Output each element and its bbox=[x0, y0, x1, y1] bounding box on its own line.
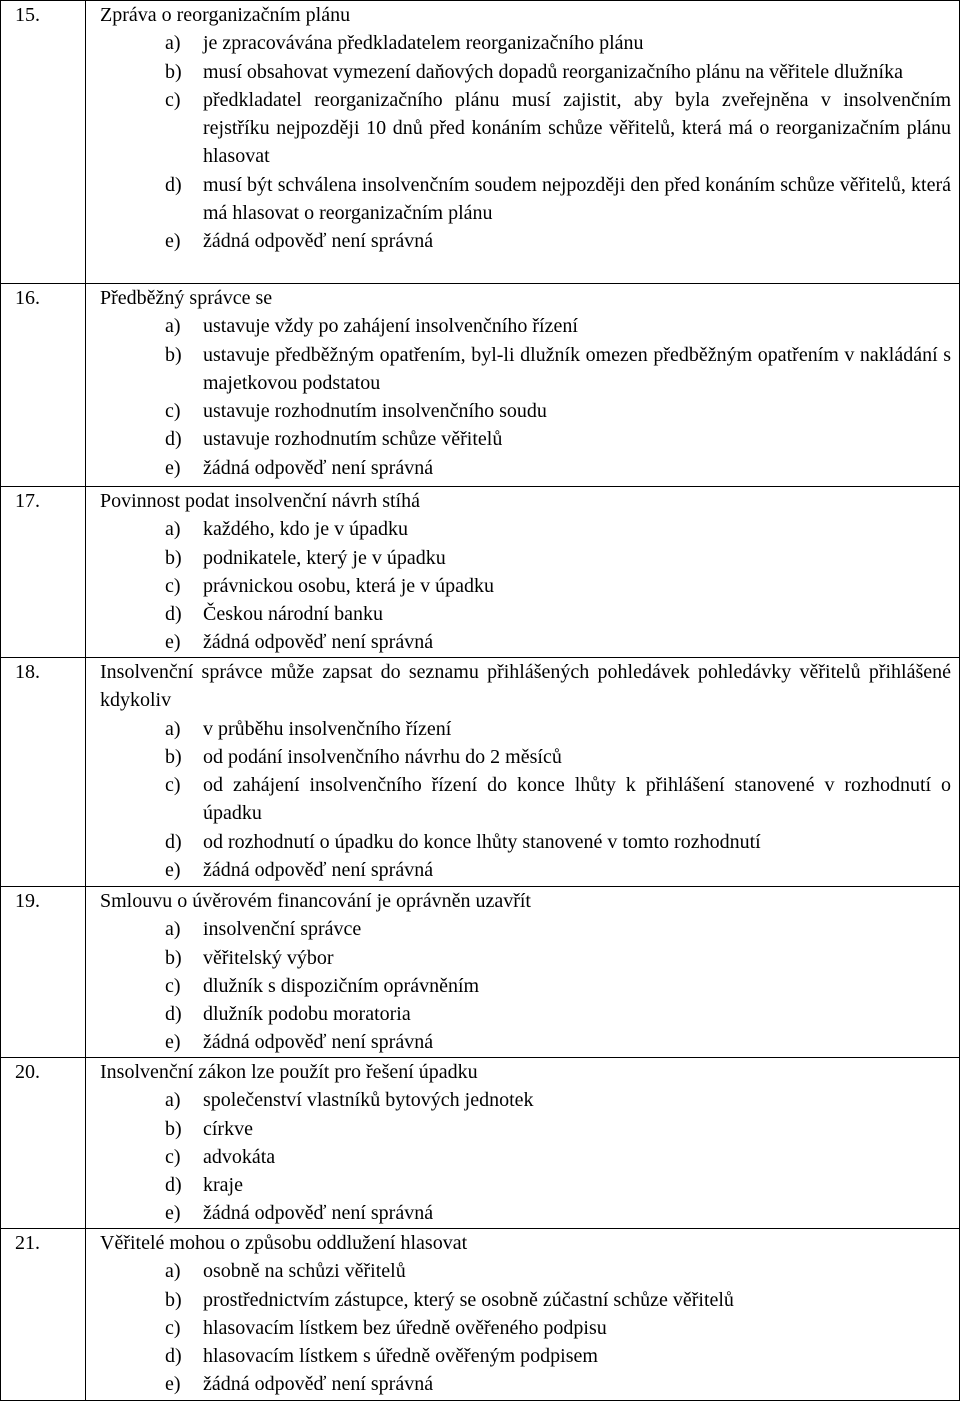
answer-option bbox=[165, 454, 951, 482]
option-text: dlužník podobu moratoria bbox=[203, 1003, 411, 1026]
option-text: žádná odpověď není správná bbox=[203, 456, 434, 479]
answer-option bbox=[165, 171, 951, 228]
option-label: c) bbox=[165, 774, 181, 797]
question-row bbox=[1, 1058, 960, 1229]
option-label: a) bbox=[165, 315, 181, 338]
option-label: e) bbox=[165, 230, 181, 253]
answer-option bbox=[165, 1370, 951, 1398]
option-label: a) bbox=[165, 918, 181, 941]
question-text: Povinnost podat insolvenční návrh stíhá bbox=[100, 490, 420, 512]
answer-option bbox=[165, 856, 951, 884]
option-text: hlasovacím lístkem s úředně ověřeným podpisem bbox=[203, 1345, 598, 1368]
option-text: věřitelský výbor bbox=[203, 946, 334, 969]
answer-option bbox=[165, 1199, 951, 1227]
option-text: žádná odpověď není správná bbox=[203, 1373, 434, 1396]
answer-option bbox=[165, 1143, 951, 1171]
question-number: 20. bbox=[1, 1058, 86, 1229]
option-label: c) bbox=[165, 400, 181, 423]
option-label: a) bbox=[165, 1260, 181, 1283]
option-label: c) bbox=[165, 1316, 181, 1339]
question-body bbox=[86, 487, 960, 658]
question-row bbox=[1, 887, 960, 1058]
option-text: prostřednictvím zástupce, který se osobně zúčastní schůze věřitelů bbox=[203, 1288, 734, 1311]
answer-option bbox=[165, 600, 951, 628]
answer-option bbox=[165, 425, 951, 453]
option-label: b) bbox=[165, 1117, 182, 1140]
option-text: od podání insolvenčního návrhu do 2 měsíců bbox=[203, 745, 562, 768]
answer-option bbox=[165, 515, 951, 543]
option-label: b) bbox=[165, 546, 182, 569]
option-text: v průběhu insolvenčního řízení bbox=[203, 717, 452, 740]
answer-option bbox=[165, 771, 951, 828]
option-label: a) bbox=[165, 717, 181, 740]
option-text: církve bbox=[203, 1117, 253, 1140]
question-number: 21. bbox=[1, 1229, 86, 1401]
answer-option bbox=[165, 572, 951, 600]
option-text: hlasovacím lístkem bez úředně ověřeného podpisu bbox=[203, 1316, 607, 1339]
question-text: Zpráva o reorganizačním plánu bbox=[100, 4, 351, 26]
option-label: d) bbox=[165, 830, 182, 853]
answer-option bbox=[165, 227, 951, 255]
option-text: musí obsahovat vymezení daňových dopadů reorganizačního plánu na věřitele dlužníka bbox=[203, 60, 903, 83]
answer-option bbox=[165, 1342, 951, 1370]
question-row bbox=[1, 1, 960, 284]
option-label: d) bbox=[165, 1174, 182, 1197]
answer-option bbox=[165, 1028, 951, 1056]
answer-option bbox=[165, 944, 951, 972]
question-row bbox=[1, 487, 960, 658]
question-number: 15. bbox=[1, 1, 86, 284]
option-text: advokáta bbox=[203, 1145, 276, 1168]
option-label: e) bbox=[165, 456, 181, 479]
option-text: podnikatele, který je v úpadku bbox=[203, 546, 446, 569]
answer-option bbox=[165, 397, 951, 425]
option-label: a) bbox=[165, 1089, 181, 1112]
option-label: d) bbox=[165, 1345, 182, 1368]
option-label: b) bbox=[165, 946, 182, 969]
option-text: osobně na schůzi věřitelů bbox=[203, 1260, 406, 1283]
option-text: musí být schválena insolvenčním soudem nejpozději den před konáním schůze věřitelů, která má hlasovat o reorganizačním plánu bbox=[203, 173, 951, 225]
option-text: dlužník s dispozičním oprávněním bbox=[203, 974, 480, 997]
answer-option bbox=[165, 341, 951, 398]
option-label: c) bbox=[165, 574, 181, 597]
option-label: a) bbox=[165, 518, 181, 541]
option-text: od rozhodnutí o úpadku do konce lhůty stanovené v tomto rozhodnutí bbox=[203, 830, 761, 853]
option-label: b) bbox=[165, 1288, 182, 1311]
question-row bbox=[1, 284, 960, 487]
option-text: Českou národní banku bbox=[203, 603, 383, 626]
question-number: 18. bbox=[1, 658, 86, 887]
answer-option bbox=[165, 312, 951, 340]
question-text: Insolvenční zákon lze použít pro řešení úpadku bbox=[100, 1061, 478, 1083]
answer-option bbox=[165, 29, 951, 57]
answer-option bbox=[165, 544, 951, 572]
option-label: e) bbox=[165, 859, 181, 882]
option-text: společenství vlastníků bytových jednotek bbox=[203, 1089, 534, 1112]
option-text: žádná odpověď není správná bbox=[203, 1202, 434, 1225]
option-label: a) bbox=[165, 32, 181, 55]
question-number: 19. bbox=[1, 887, 86, 1058]
option-text: je zpracovávána předkladatelem reorganizačního plánu bbox=[203, 32, 644, 55]
option-text: každého, kdo je v úpadku bbox=[203, 518, 408, 541]
option-text: žádná odpověď není správná bbox=[203, 230, 434, 253]
option-text: od zahájení insolvenčního řízení do konce lhůty k přihlášení stanovené v rozhodnutí o úpadku bbox=[203, 774, 951, 825]
option-label: e) bbox=[165, 1373, 181, 1396]
option-text: insolvenční správce bbox=[203, 918, 362, 941]
answer-option bbox=[165, 828, 951, 856]
question-number: 17. bbox=[1, 487, 86, 658]
option-label: d) bbox=[165, 173, 182, 196]
answer-option bbox=[165, 715, 951, 743]
question-body bbox=[86, 1229, 960, 1401]
option-label: e) bbox=[165, 631, 181, 654]
option-text: žádná odpověď není správná bbox=[203, 1031, 434, 1054]
question-row bbox=[1, 658, 960, 887]
option-label: e) bbox=[165, 1202, 181, 1225]
answer-option bbox=[165, 1115, 951, 1143]
option-label: c) bbox=[165, 88, 181, 111]
question-number: 16. bbox=[1, 284, 86, 487]
option-label: c) bbox=[165, 974, 181, 997]
option-text: žádná odpověď není správná bbox=[203, 631, 434, 654]
option-text: ustavuje rozhodnutím insolvenčního soudu bbox=[203, 400, 547, 423]
answer-option bbox=[165, 915, 951, 943]
option-label: d) bbox=[165, 603, 182, 626]
option-label: d) bbox=[165, 428, 182, 451]
option-label: b) bbox=[165, 60, 182, 83]
answer-option bbox=[165, 743, 951, 771]
question-body bbox=[86, 1058, 960, 1229]
option-label: e) bbox=[165, 1031, 181, 1054]
question-body bbox=[86, 658, 960, 887]
option-label: d) bbox=[165, 1003, 182, 1026]
answer-option bbox=[165, 1086, 951, 1114]
answer-option bbox=[165, 1171, 951, 1199]
question-body bbox=[86, 887, 960, 1058]
question-text: Věřitelé mohou o způsobu oddlužení hlasovat bbox=[100, 1232, 468, 1254]
answer-option bbox=[165, 628, 951, 656]
option-text: ustavuje rozhodnutím schůze věřitelů bbox=[203, 428, 503, 451]
option-label: b) bbox=[165, 745, 182, 768]
question-body bbox=[86, 284, 960, 487]
option-text: ustavuje vždy po zahájení insolvenčního řízení bbox=[203, 315, 578, 338]
question-row bbox=[1, 1229, 960, 1401]
question-text: Insolvenční správce může zapsat do seznamu přihlášených pohledávek pohledávky věřitelů přihlášené kdykoliv bbox=[100, 661, 951, 712]
question-text: Předběžný správce se bbox=[100, 287, 273, 309]
option-text: předkladatel reorganizačního plánu musí zajistit, aby byla zveřejněna v insolvenčním rejstříku nejpozději 10 dnů před konáním schůze věřitelů, která má o reorganizačním plánu hlasovat bbox=[203, 88, 951, 168]
answer-option bbox=[165, 972, 951, 1000]
answer-option bbox=[165, 86, 951, 171]
option-text: právnickou osobu, která je v úpadku bbox=[203, 574, 495, 597]
option-label: b) bbox=[165, 343, 182, 366]
answer-option bbox=[165, 58, 951, 86]
answer-option bbox=[165, 1257, 951, 1285]
option-text: kraje bbox=[203, 1174, 243, 1197]
question-text: Smlouvu o úvěrovém financování je oprávněn uzavřít bbox=[100, 890, 531, 912]
answer-option bbox=[165, 1314, 951, 1342]
option-text: žádná odpověď není správná bbox=[203, 859, 434, 882]
option-label: c) bbox=[165, 1145, 181, 1168]
answer-option bbox=[165, 1286, 951, 1314]
option-text: ustavuje předběžným opatřením, byl-li dlužník omezen předběžným opatřením v nakládání s majetkovou podstatou bbox=[203, 343, 951, 394]
answer-option bbox=[165, 1000, 951, 1028]
question-body bbox=[86, 1, 960, 284]
